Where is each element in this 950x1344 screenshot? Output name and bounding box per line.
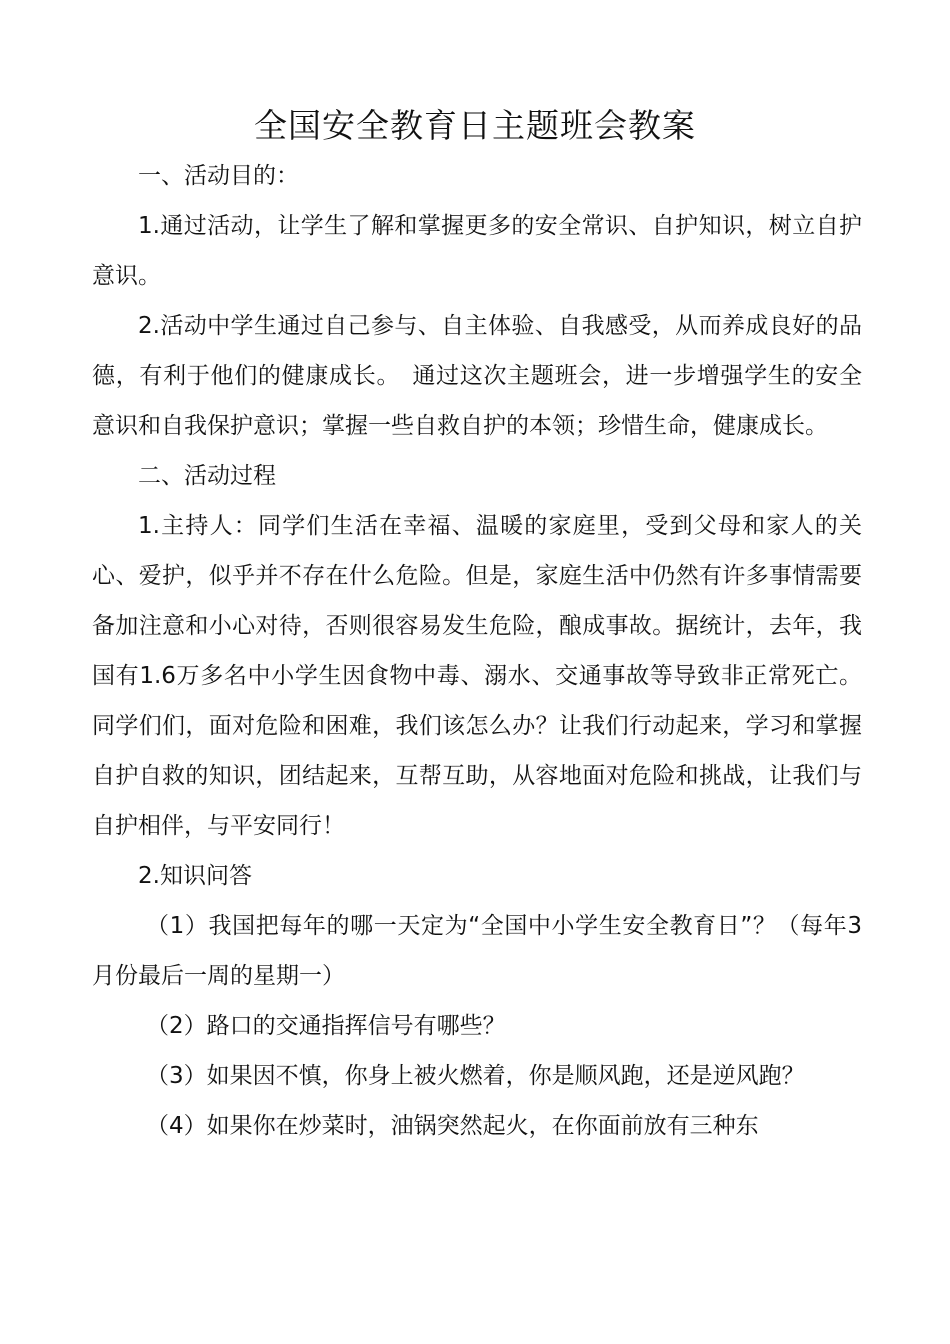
document-title: 全国安全教育日主题班会教案 — [254, 106, 696, 145]
quiz-question-3: （3）如果因不慎，你身上被火燃着，你是顺风跑，还是逆风跑？ — [146, 1063, 805, 1089]
paragraph-purpose-2: 2.活动中学生通过自己参与、自主体验、自我感受，从而养成良好的品德，有利于他们的健康成长。 通过这次主题班会，进一步增强学生的安全意识和自我保护意识；掌握一些自救自护的本领；珍惜生命，健康成长。 — [92, 313, 862, 439]
quiz-question-4: （4）如果你在炒菜时，油锅突然起火，在你面前放有三种东 — [146, 1113, 759, 1139]
section-heading-purpose: 一、活动目的： — [138, 163, 299, 189]
document-body — [92, 151, 862, 1151]
quiz-question-1: （1）我国把每年的哪一天定为“全国中小学生安全教育日”？（每年3月份最后一周的星期一） — [92, 913, 862, 989]
quiz-question-2: （2）路口的交通指挥信号有哪些？ — [146, 1013, 506, 1039]
paragraph-purpose-1: 1.通过活动，让学生了解和掌握更多的安全常识、自护知识，树立自护意识。 — [92, 213, 862, 289]
paragraph-quiz-heading: 2.知识问答 — [138, 863, 252, 889]
section-heading-process: 二、活动过程 — [138, 463, 276, 489]
paragraph-host-intro: 1.主持人：同学们生活在幸福、温暖的家庭里，受到父母和家人的关心、爱护，似乎并不存在什么危险。但是，家庭生活中仍然有许多事情需要备加注意和小心对待，否则很容易发生危险，酿成事故。据统计，去年，我国有1.6万多名中小学生因食物中毒、溺水、交通事故等导致非正常死亡。同学们们，面对危险和困难，我们该怎么办？让我们行动起来，学习和掌握自护自救的知识，团结起来，互帮互助，从容地面对危险和挑战，让我们与自护相伴，与平安同行！ — [92, 513, 862, 839]
